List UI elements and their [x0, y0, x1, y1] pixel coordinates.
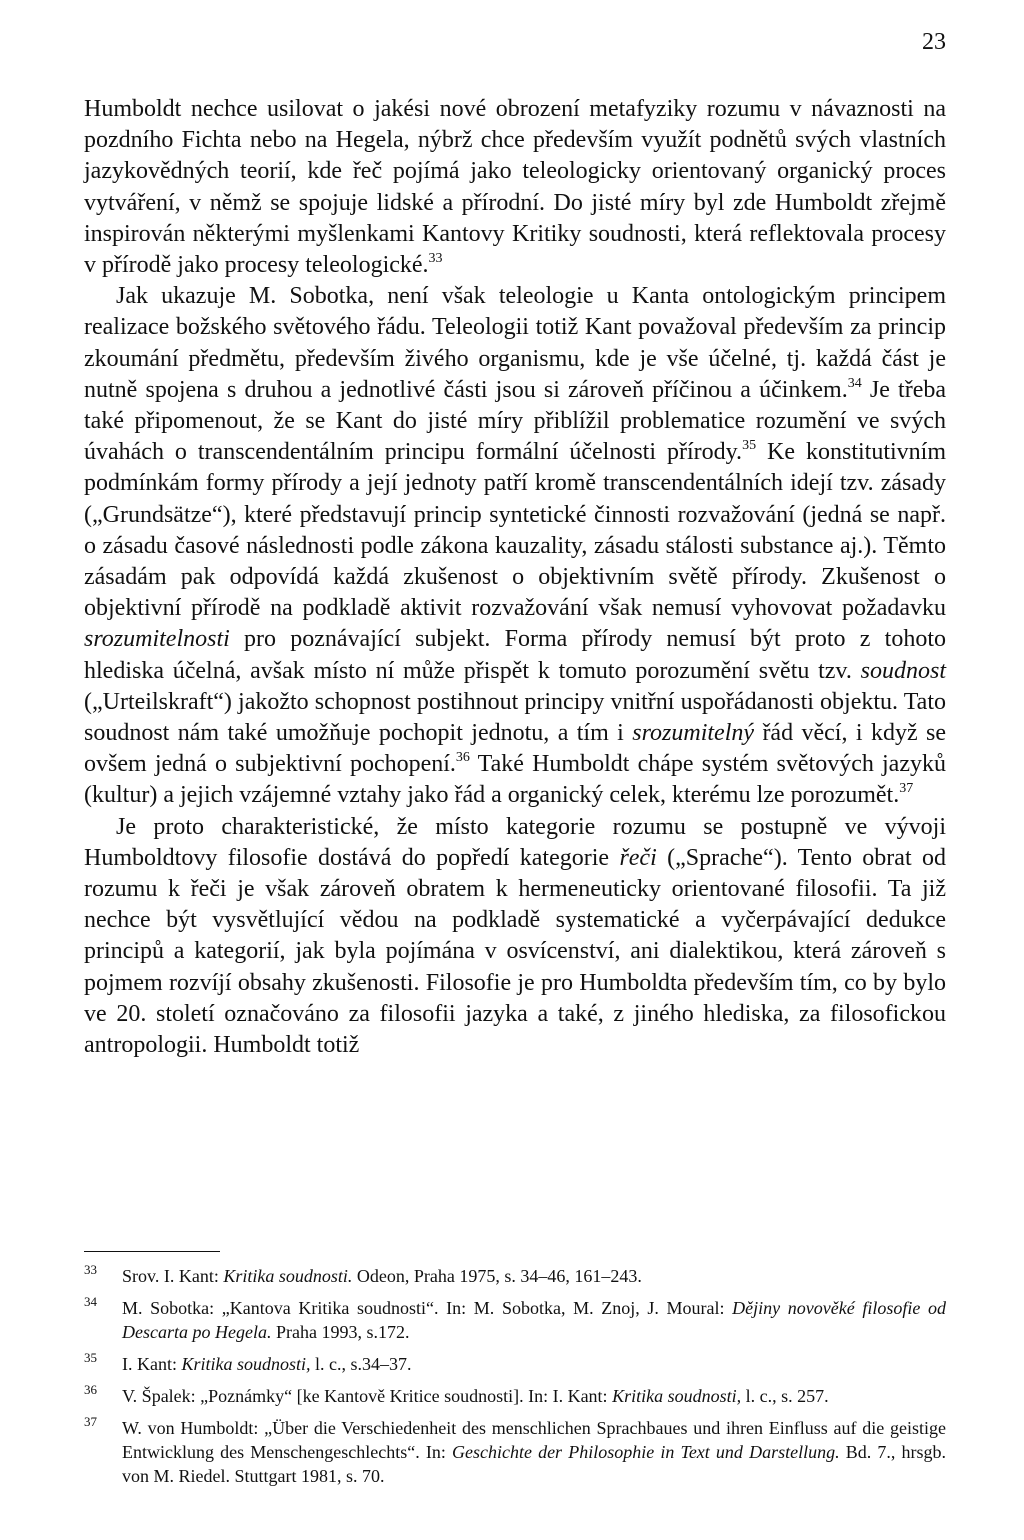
- text-run: W. von Humboldt: „Über die Verschiedenheit des menschlichen Sprachbaues und ihren Einfluss auf die geistige Entwicklung des Menschengeschlechts“. In:: [122, 1418, 946, 1462]
- footnote-number: 34: [84, 1294, 97, 1309]
- footnote-reference: 34: [847, 375, 862, 391]
- text-run: Bd. 7., hrsgb. von M. Riedel. Stuttgart 1981, s. 70.: [122, 1442, 946, 1486]
- footnote-reference: 33: [428, 251, 443, 267]
- footnote-text: [122, 1418, 946, 1486]
- text-run: Odeon, Praha 1975, s. 34–46, 161–243.: [352, 1266, 642, 1286]
- text-run: Je proto charakteristické, že místo kategorie rozumu se postupně ve vývoji Humboldtovy filosofie dostává do popředí kategorie: [84, 813, 946, 871]
- footnote-text: [122, 1266, 642, 1286]
- footnote-text: [122, 1386, 829, 1406]
- footnote: [84, 1264, 946, 1288]
- italic-text: Kritika soudnosti,: [181, 1354, 311, 1374]
- footnote-separator: [84, 1251, 220, 1252]
- text-run: M. Sobotka: „Kantova Kritika soudnosti“. In: M. Sobotka, M. Znoj, J. Moural:: [122, 1298, 733, 1318]
- page-number: 23: [922, 29, 946, 55]
- text-run: l. c., s. 257.: [741, 1386, 829, 1406]
- text-run: řád věcí, i když se ovšem jedná o subjektivní pochopení.: [84, 720, 946, 778]
- text-run: („Sprache“). Tento obrat od rozumu k řeči je však zároveň obratem k hermeneuticky orientované filosofii. Ta již nechce být vysvětlující vědou na podkladě systematické a vyčerpávající dedukce principů a kategorií, jak byla pojímána v osvícenství, ani dialektikou, která zároveň s pojmem rozvíjí obsahy zkušenosti. Filosofie je pro Humboldta především tím, co by bylo ve 20. století označováno za filosofii jazyka a také, z jiného hlediska, za filosofickou antropologii. Humboldt totiž: [84, 844, 946, 1059]
- text-run: Jak ukazuje M. Sobotka, není však teleologie u Kanta ontologickým principem realizace božského světového řádu. Teleologii totiž Kant považoval především za princip zkoumání předmětu, především živého organismu, kde je vše účelné, tj. každá část je nutně spojena s druhou a jednotlivé části jsou si zároveň příčinou a účinkem.: [84, 283, 946, 403]
- text-run: pro poznávající subjekt. Forma přírody nemusí být proto z tohoto hlediska účelná, avšak místo ní může přispět k tomuto porozumění světu tzv.: [84, 626, 946, 684]
- text-run: Srov. I. Kant:: [122, 1266, 224, 1286]
- italic-text: srozumitelnosti: [84, 626, 230, 653]
- footnote-reference: 35: [742, 438, 757, 454]
- italic-text: soudnost: [860, 657, 946, 684]
- italic-text: Kritika soudnosti,: [612, 1386, 742, 1406]
- footnote: [84, 1296, 946, 1344]
- footnote: [84, 1416, 946, 1488]
- text-run: Humboldt nechce usilovat o jakési nové obrození metafyziky rozumu v návaznosti na pozdního Fichta nebo na Hegela, nýbrž chce především využít podnětů svých vlastních jazykovědných teorií, kde řeč pojímá jako teleologicky orientovaný organický proces vytváření, v němž se spojuje lidské a přírodní. Do jisté míry byl zde Humboldt zřejmě inspirován některými myšlenkami Kantovy Kritiky soudnosti, která reflektovala procesy v přírodě jako procesy teleologické.: [84, 96, 946, 279]
- footnote-text: [122, 1298, 946, 1342]
- footnote-reference: 36: [455, 750, 470, 766]
- footnote-number: 35: [84, 1350, 97, 1365]
- footnote-number: 33: [84, 1262, 97, 1277]
- paragraph: [84, 812, 946, 1062]
- italic-text: řeči: [619, 844, 657, 871]
- text-run: Je třeba také připomenout, že se Kant do jisté míry přiblížil problematice rozumění ve svých úvahách o transcendentálním principu formální účelnosti přírody.: [84, 376, 946, 466]
- footnotes: [84, 1264, 946, 1496]
- text-run: I. Kant:: [122, 1354, 182, 1374]
- italic-text: srozumitelný: [632, 720, 755, 747]
- italic-text: Geschichte der Philosophie in Text und Darstellung.: [451, 1442, 840, 1462]
- text-run: l. c., s.34–37.: [310, 1354, 412, 1374]
- footnote-number: 36: [84, 1382, 97, 1397]
- text-run: Ke konstitutivním podmínkám formy přírody a její jednoty patří kromě transcendentálních idejí tzv. zásady („Grundsätze“), které představují princip syntetické činnosti rozvažování (jedná se např. o zásadu časové následnosti podle zákona kauzality, zásadu stálosti substance aj.). Těmto zásadám pak odpovídá každá zkušenost o objektivním světě přírody. Zkušenost o objektivní přírodě na podkladě aktivit rozvažování však nemusí vyhovovat požadavku: [84, 439, 946, 622]
- body-text: [84, 94, 946, 1061]
- footnote: [84, 1384, 946, 1408]
- paragraph: [84, 94, 946, 281]
- footnote-text: [122, 1354, 412, 1374]
- text-run: („Urteilskraft“) jakožto schopnost postihnout principy vnitřní uspořádanosti objektu. Tato soudnost nám také umožňuje pochopit jednotu, a tím i: [84, 688, 946, 747]
- italic-text: Dějiny novověké filosofie od Descarta po Hegela.: [122, 1298, 946, 1342]
- footnote-reference: 37: [899, 781, 914, 797]
- text-run: Také Humboldt chápe systém světových jazyků (kultur) a jejich vzájemné vztahy jako řád a organický celek, kterému lze porozumět.: [84, 751, 946, 809]
- text-run: V. Špalek: „Poznámky“ [ke Kantově Kritice soudnosti]. In: I. Kant:: [122, 1386, 613, 1406]
- footnote: [84, 1352, 946, 1376]
- footnote-number: 37: [84, 1414, 97, 1429]
- paragraph: [84, 281, 946, 811]
- text-run: Praha 1993, s.172.: [271, 1322, 410, 1342]
- italic-text: Kritika soudnosti.: [223, 1266, 353, 1286]
